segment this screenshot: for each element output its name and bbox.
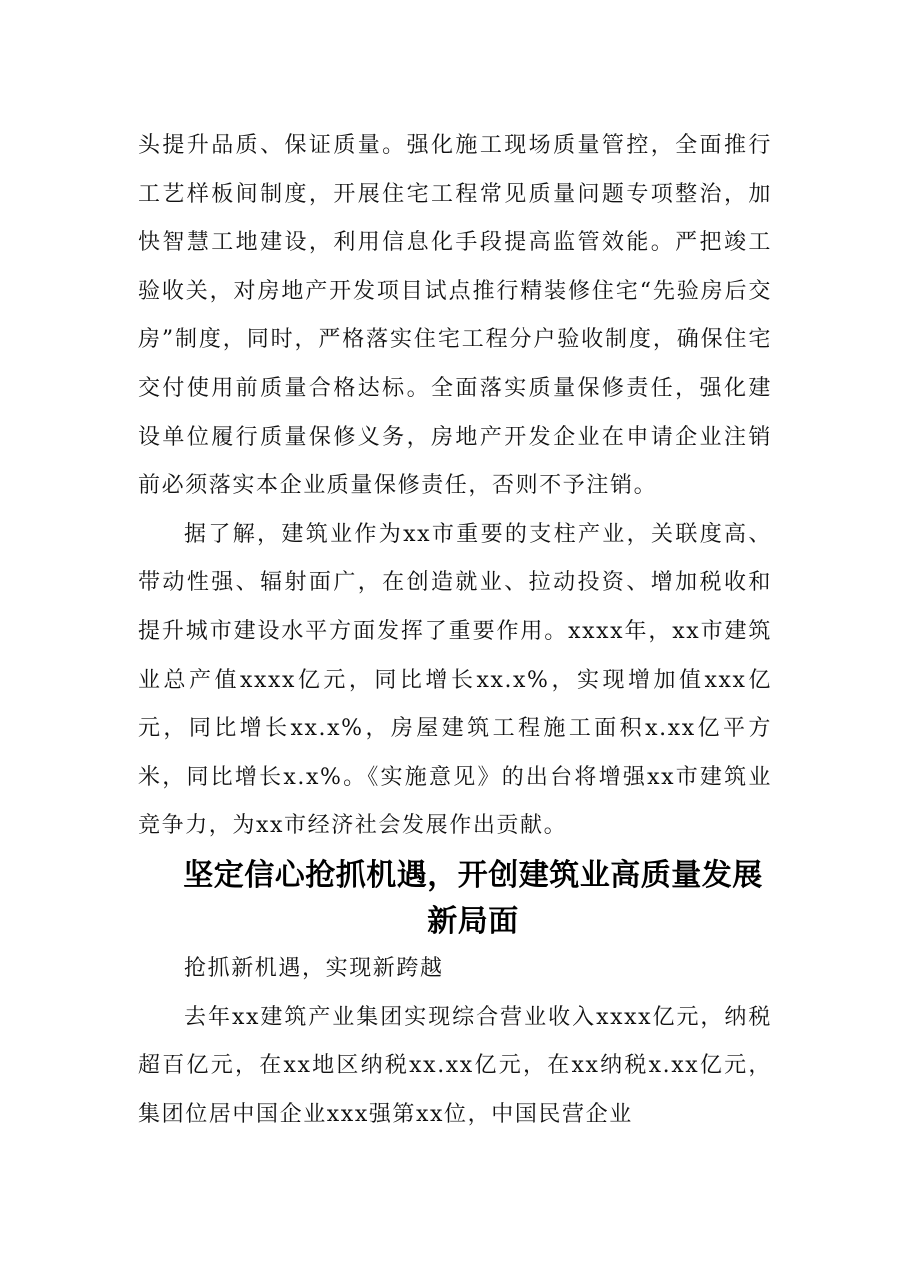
paragraph-quality-control: 头提升品质、保证质量。强化施工现场质量管控，全面推行工艺样板间制度，开展住宅工程常见质量问题专项整治，加快智慧工地建设，利用信息化手段提高监管效能。严把竣工验收关，对房地产开发项目试点推行精装修住宅“先验房后交房”制度，同时，严格落实住宅工程分户验收制度，确保住宅交付使用前质量合格达标。全面落实质量保修责任，强化建设单位履行质量保修义务，房地产开发企业在申请企业注销前必须落实本企业质量保修责任，否则不予注销。 xyxy=(138,133,772,499)
document-body xyxy=(138,122,772,1139)
paragraph-group-revenue: 去年xx建筑产业集团实现综合营业收入xxxx亿元，纳税超百亿元，在xx地区纳税xx.xx亿元，在xx纳税x.xx亿元，集团位居中国企业xxx强第xx位，中国民营企业 xyxy=(138,1004,772,1127)
paragraph-industry-overview: 据了解，建筑业作为xx市重要的支柱产业，关联度高、带动性强、辐射面广，在创造就业、拉动投资、增加税收和提升城市建设水平方面发挥了重要作用。xxxx年，xx市建筑业总产值xxxx亿元，同比增长xx.x%，实现增加值xxx亿元，同比增长xx.x%，房屋建筑工程施工面积x.xx亿平方米，同比增长x.x%。《实施意见》的出台将增强xx市建筑业竞争力，为xx市经济社会发展作出贡献。 xyxy=(138,521,772,839)
section-subheading: 抢抓新机遇，实现新跨越 xyxy=(184,955,444,981)
section-heading: 坚定信心抢抓机遇，开创建筑业高质量发展新局面 xyxy=(183,857,763,939)
